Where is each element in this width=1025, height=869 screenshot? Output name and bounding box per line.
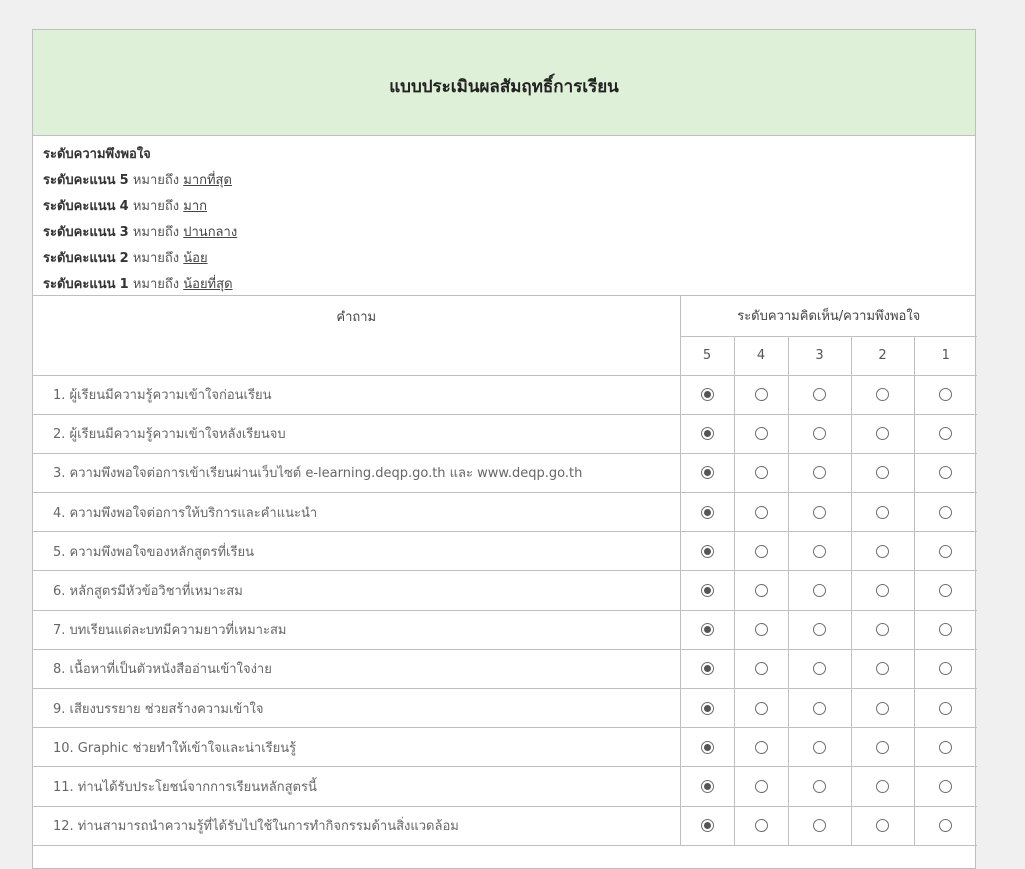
rating-radio-2[interactable]	[876, 662, 889, 675]
rating-cell	[788, 571, 851, 610]
rating-radio-2[interactable]	[876, 388, 889, 401]
rating-cell	[851, 806, 914, 845]
rating-legend	[33, 136, 975, 296]
rating-radio-4[interactable]	[755, 427, 768, 440]
question-column-header: คำถาม	[33, 296, 680, 375]
legend-meaning: น้อยที่สุด	[183, 277, 233, 292]
rating-radio-3[interactable]	[813, 584, 826, 597]
form-header	[33, 30, 975, 136]
legend-score: 1	[119, 277, 129, 292]
question-text: 8. เนื้อหาที่เป็นตัวหนังสืออ่านเข้าใจง่าย	[33, 649, 680, 688]
rating-cell	[914, 728, 977, 767]
legend-meaning: ปานกลาง	[183, 225, 238, 240]
legend-meaning: น้อย	[183, 251, 208, 266]
question-row	[33, 414, 977, 453]
legend-row	[43, 168, 965, 194]
rating-radio-5[interactable]	[701, 584, 714, 597]
rating-cell	[680, 414, 734, 453]
rating-radio-3[interactable]	[813, 819, 826, 832]
legend-prefix: ระดับคะแนน	[43, 173, 116, 188]
rating-radio-3[interactable]	[813, 388, 826, 401]
rating-cell	[680, 689, 734, 728]
rating-radio-1[interactable]	[939, 388, 952, 401]
question-row	[33, 453, 977, 492]
rating-radio-4[interactable]	[755, 780, 768, 793]
rating-cell	[734, 767, 788, 806]
rating-cell	[851, 767, 914, 806]
question-row	[33, 493, 977, 532]
rating-cell	[788, 610, 851, 649]
legend-score: 5	[119, 173, 129, 188]
rating-radio-3[interactable]	[813, 780, 826, 793]
rating-cell	[734, 532, 788, 571]
rating-radio-1[interactable]	[939, 427, 952, 440]
scale-header-3: 3	[788, 336, 851, 375]
rating-radio-2[interactable]	[876, 780, 889, 793]
rating-radio-2[interactable]	[876, 427, 889, 440]
rating-radio-3[interactable]	[813, 623, 826, 636]
rating-cell	[680, 453, 734, 492]
rating-cell	[680, 375, 734, 414]
legend-means: หมายถึง	[132, 173, 180, 188]
rating-cell	[851, 493, 914, 532]
legend-meaning: มากที่สุด	[183, 173, 232, 188]
question-text: 4. ความพึงพอใจต่อการให้บริการและคำแนะนำ	[33, 493, 680, 532]
rating-radio-4[interactable]	[755, 388, 768, 401]
rating-radio-3[interactable]	[813, 662, 826, 675]
scale-header-4: 4	[734, 336, 788, 375]
legend-meaning: มาก	[183, 199, 207, 214]
rating-cell	[788, 728, 851, 767]
rating-radio-5[interactable]	[701, 819, 714, 832]
rating-radio-4[interactable]	[755, 702, 768, 715]
rating-radio-2[interactable]	[876, 506, 889, 519]
question-row	[33, 532, 977, 571]
rating-cell	[851, 649, 914, 688]
rating-radio-4[interactable]	[755, 741, 768, 754]
rating-cell	[851, 728, 914, 767]
rating-cell	[734, 689, 788, 728]
rating-radio-1[interactable]	[939, 741, 952, 754]
rating-cell	[851, 610, 914, 649]
rating-cell	[914, 532, 977, 571]
legend-row	[43, 194, 965, 220]
question-text: 10. Graphic ช่วยทำให้เข้าใจและน่าเรียนรู้	[33, 728, 680, 767]
rating-radio-5[interactable]	[701, 741, 714, 754]
rating-cell	[914, 414, 977, 453]
question-text: 7. บทเรียนแต่ละบทมีความยาวที่เหมาะสม	[33, 610, 680, 649]
legend-row	[43, 246, 965, 272]
rating-cell	[680, 649, 734, 688]
question-row	[33, 767, 977, 806]
rating-cell	[788, 806, 851, 845]
rating-radio-5[interactable]	[701, 545, 714, 558]
rating-radio-1[interactable]	[939, 545, 952, 558]
rating-radio-5[interactable]	[701, 427, 714, 440]
scale-header-2: 2	[851, 336, 914, 375]
scale-header-5: 5	[680, 336, 734, 375]
rating-radio-4[interactable]	[755, 819, 768, 832]
legend-prefix: ระดับคะแนน	[43, 277, 116, 292]
question-text: 1. ผู้เรียนมีความรู้ความเข้าใจก่อนเรียน	[33, 375, 680, 414]
legend-means: หมายถึง	[132, 225, 180, 240]
question-row	[33, 806, 977, 845]
rating-cell	[734, 453, 788, 492]
rating-cell	[734, 493, 788, 532]
rating-cell	[788, 453, 851, 492]
rating-radio-4[interactable]	[755, 623, 768, 636]
legend-heading: ระดับความพึงพอใจ	[43, 147, 151, 162]
rating-radio-1[interactable]	[939, 662, 952, 675]
rating-cell	[680, 532, 734, 571]
rating-cell	[851, 414, 914, 453]
question-text: 12. ท่านสามารถนำความรู้ที่ได้รับไปใช้ในการทำกิจกรรมด้านสิ่งแวดล้อม	[33, 806, 680, 845]
question-text: 11. ท่านได้รับประโยชน์จากการเรียนหลักสูตรนี้	[33, 767, 680, 806]
legend-score: 3	[119, 225, 129, 240]
rating-radio-5[interactable]	[701, 466, 714, 479]
rating-radio-4[interactable]	[755, 506, 768, 519]
rating-radio-2[interactable]	[876, 819, 889, 832]
level-column-header: ระดับความคิดเห็น/ความพึงพอใจ	[680, 296, 977, 336]
rating-radio-1[interactable]	[939, 819, 952, 832]
question-row	[33, 689, 977, 728]
rating-cell	[734, 571, 788, 610]
rating-radio-1[interactable]	[939, 466, 952, 479]
rating-radio-3[interactable]	[813, 427, 826, 440]
rating-radio-3[interactable]	[813, 702, 826, 715]
rating-radio-3[interactable]	[813, 545, 826, 558]
legend-score: 2	[119, 251, 129, 266]
rating-cell	[851, 453, 914, 492]
rating-cell	[914, 806, 977, 845]
legend-means: หมายถึง	[132, 277, 180, 292]
rating-radio-2[interactable]	[876, 545, 889, 558]
rating-cell	[914, 649, 977, 688]
legend-score: 4	[119, 199, 129, 214]
rating-cell	[734, 728, 788, 767]
scale-header-1: 1	[914, 336, 977, 375]
question-row	[33, 571, 977, 610]
rating-cell	[734, 806, 788, 845]
rating-cell	[680, 728, 734, 767]
rating-cell	[680, 806, 734, 845]
rating-cell	[914, 689, 977, 728]
rating-cell	[914, 493, 977, 532]
survey-table	[33, 296, 977, 846]
rating-cell	[914, 375, 977, 414]
rating-cell	[734, 375, 788, 414]
rating-cell	[914, 767, 977, 806]
legend-prefix: ระดับคะแนน	[43, 225, 116, 240]
rating-radio-2[interactable]	[876, 623, 889, 636]
rating-cell	[788, 767, 851, 806]
rating-cell	[788, 493, 851, 532]
rating-cell	[734, 414, 788, 453]
rating-radio-1[interactable]	[939, 702, 952, 715]
rating-cell	[734, 649, 788, 688]
legend-prefix: ระดับคะแนน	[43, 251, 116, 266]
rating-radio-4[interactable]	[755, 662, 768, 675]
rating-radio-2[interactable]	[876, 702, 889, 715]
rating-cell	[734, 610, 788, 649]
question-row	[33, 375, 977, 414]
rating-cell	[680, 610, 734, 649]
rating-radio-5[interactable]	[701, 780, 714, 793]
question-text: 9. เสียงบรรยาย ช่วยสร้างความเข้าใจ	[33, 689, 680, 728]
rating-cell	[788, 689, 851, 728]
question-row	[33, 728, 977, 767]
question-rows	[33, 375, 977, 845]
rating-radio-4[interactable]	[755, 466, 768, 479]
question-row	[33, 610, 977, 649]
question-text: 2. ผู้เรียนมีความรู้ความเข้าใจหลังเรียนจบ	[33, 414, 680, 453]
rating-cell	[914, 610, 977, 649]
rating-cell	[788, 375, 851, 414]
legend-rows	[43, 168, 965, 298]
question-row	[33, 649, 977, 688]
rating-cell	[788, 532, 851, 571]
legend-prefix: ระดับคะแนน	[43, 199, 116, 214]
rating-radio-5[interactable]	[701, 662, 714, 675]
rating-radio-1[interactable]	[939, 584, 952, 597]
question-text: 5. ความพึงพอใจของหลักสูตรที่เรียน	[33, 532, 680, 571]
rating-radio-1[interactable]	[939, 506, 952, 519]
rating-cell	[851, 375, 914, 414]
rating-cell	[851, 571, 914, 610]
legend-row	[43, 272, 965, 298]
legend-means: หมายถึง	[132, 199, 180, 214]
rating-cell	[680, 767, 734, 806]
rating-radio-2[interactable]	[876, 584, 889, 597]
rating-radio-3[interactable]	[813, 741, 826, 754]
rating-cell	[680, 571, 734, 610]
rating-radio-5[interactable]	[701, 388, 714, 401]
rating-radio-4[interactable]	[755, 545, 768, 558]
rating-radio-2[interactable]	[876, 741, 889, 754]
question-text: 6. หลักสูตรมีหัวข้อวิชาที่เหมาะสม	[33, 571, 680, 610]
legend-row	[43, 220, 965, 246]
rating-cell	[788, 649, 851, 688]
rating-radio-5[interactable]	[701, 506, 714, 519]
evaluation-form	[32, 29, 976, 869]
rating-radio-3[interactable]	[813, 506, 826, 519]
rating-radio-1[interactable]	[939, 623, 952, 636]
rating-radio-1[interactable]	[939, 780, 952, 793]
rating-radio-2[interactable]	[876, 466, 889, 479]
rating-cell	[851, 532, 914, 571]
question-text: 3. ความพึงพอใจต่อการเข้าเรียนผ่านเว็บไซต์ e-learning.deqp.go.th และ www.deqp.go.th	[33, 453, 680, 492]
legend-means: หมายถึง	[132, 251, 180, 266]
rating-cell	[914, 571, 977, 610]
rating-radio-5[interactable]	[701, 623, 714, 636]
rating-radio-3[interactable]	[813, 466, 826, 479]
rating-cell	[788, 414, 851, 453]
rating-radio-4[interactable]	[755, 584, 768, 597]
rating-cell	[680, 493, 734, 532]
form-title: แบบประเมินผลสัมฤทธิ์การเรียน	[389, 77, 619, 97]
rating-cell	[914, 453, 977, 492]
rating-cell	[851, 689, 914, 728]
rating-radio-5[interactable]	[701, 702, 714, 715]
